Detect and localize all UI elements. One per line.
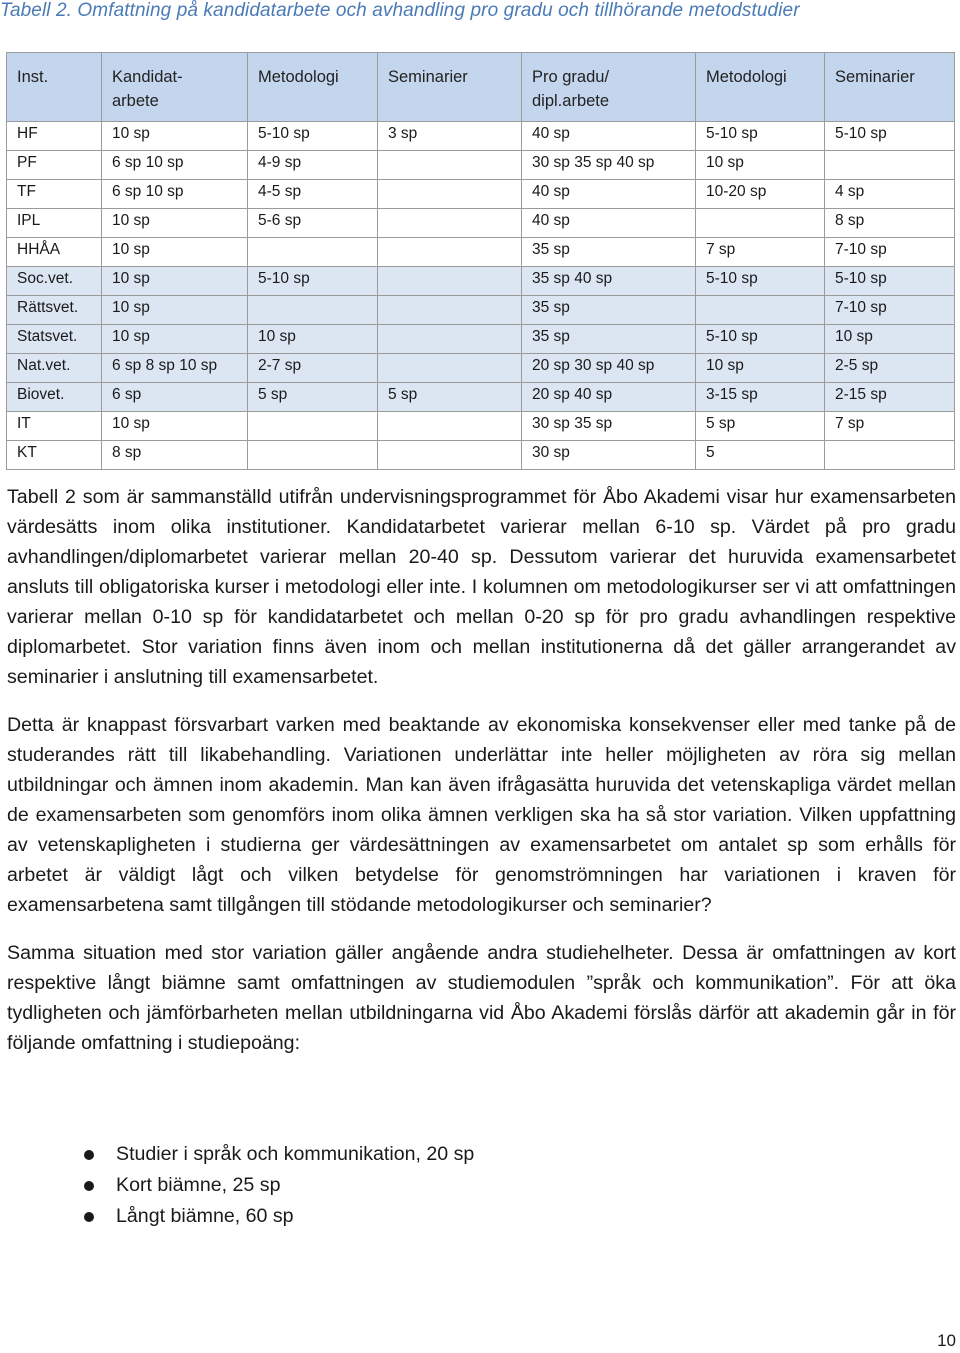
table-cell: 5-10 sp [248,267,378,296]
table-cell [378,441,522,470]
table-cell: 2-15 sp [825,383,955,412]
header-pro-gradu: Pro gradu/ dipl.arbete [522,53,696,122]
table-cell [248,412,378,441]
table-cell: 4-5 sp [248,180,378,209]
row-institution-cell: Nat.vet. [7,354,102,383]
bullet-item [7,1170,474,1201]
table-cell: 6 sp 8 sp 10 sp [102,354,248,383]
table-cell: 5 sp [248,383,378,412]
table-cell: 10 sp [102,122,248,151]
body-text [7,482,956,1076]
bullet-item [7,1201,474,1232]
table-cell [825,151,955,180]
paragraph-2: Detta är knappast försvarbart varken med beaktande av ekonomiska konsekvenser eller med tanke på de studerandes rätt till likabehandling. Variationen underlättar inte heller möjligheten av röra sig mellan utbildningar och ämnen inom akademin. Man kan även ifrågasätta huruvida det vetenskapliga värdet mellan de examensarbeten som genomförs inom olika ämnen verkligen ska ha så stor variation. Vilken uppfattning av vetenskapligheten i studierna ger värdesättningen av examensarbetet om antalet sp som erhålls för arbetet är väldigt lågt och vilken betydelse för genomströmningen har variationen i kraven för examensarbetena samt tillgången till stödande metodologikurser och seminarier? [7,714,956,916]
table-cell: 2-7 sp [248,354,378,383]
table-cell: 4-9 sp [248,151,378,180]
table-cell: 4 sp [825,180,955,209]
table-row [7,354,955,383]
table-cell: 5-10 sp [696,325,825,354]
table-cell: 10 sp [102,238,248,267]
table-row [7,412,955,441]
table-cell: 5-10 sp [696,122,825,151]
table-cell: 3 sp [378,122,522,151]
table-cell: 10 sp [102,267,248,296]
table-cell: 10 sp [102,209,248,238]
table-cell: 20 sp 30 sp 40 sp [522,354,696,383]
header-seminarier-2 [825,53,955,122]
table-header-row [7,53,955,122]
table-cell: 5-10 sp [248,122,378,151]
header-metodologi-1 [248,53,378,122]
table-cell: 30 sp [522,441,696,470]
header-kandidatarbete: Kandidat- arbete [102,53,248,122]
row-institution-cell: IPL [7,209,102,238]
table-cell [378,267,522,296]
row-institution-cell: Biovet. [7,383,102,412]
table-cell: 2-5 sp [825,354,955,383]
table-row [7,325,955,354]
table-cell [378,354,522,383]
data-table [6,52,955,470]
table-cell: 20 sp 40 sp [522,383,696,412]
table-cell [825,441,955,470]
table-cell: 5-10 sp [825,267,955,296]
table-cell [378,238,522,267]
table-cell: 40 sp [522,180,696,209]
header-label: Seminarier [835,68,915,86]
table-row [7,180,955,209]
table-row [7,209,955,238]
table-row [7,296,955,325]
table-cell: 8 sp [102,441,248,470]
row-institution-cell: Statsvet. [7,325,102,354]
bullet-item [7,1139,474,1170]
table-cell: 40 sp [522,122,696,151]
table-cell: 35 sp [522,238,696,267]
table-cell: 7 sp [696,238,825,267]
table-cell: 5 sp [696,412,825,441]
table-cell: 10 sp [102,325,248,354]
table-body [7,122,955,470]
table-cell: 5 [696,441,825,470]
bullet-dot-icon [84,1181,94,1191]
bullet-text: Kort biämne, 25 sp [116,1174,281,1196]
table-row [7,267,955,296]
table-cell [378,325,522,354]
bullet-dot-icon [84,1212,94,1222]
table-cell [696,296,825,325]
table-cell [378,151,522,180]
row-institution-cell: Rättsvet. [7,296,102,325]
table-cell: 10 sp [102,412,248,441]
table-cell [696,209,825,238]
bullet-list [7,1139,474,1232]
table-cell: 5 sp [378,383,522,412]
header-metodologi-2 [696,53,825,122]
table-row [7,441,955,470]
table-cell [378,296,522,325]
table-cell [378,209,522,238]
table-cell [248,441,378,470]
table-cell [248,238,378,267]
table-cell: 35 sp [522,296,696,325]
table-cell: 10 sp [825,325,955,354]
table-cell: 3-15 sp [696,383,825,412]
table-cell [378,180,522,209]
table-cell: 5-10 sp [825,122,955,151]
table-row [7,122,955,151]
table-cell: 35 sp [522,325,696,354]
table-cell [248,296,378,325]
table-cell: 30 sp 35 sp [522,412,696,441]
row-institution-cell: PF [7,151,102,180]
table-cell: 6 sp 10 sp [102,180,248,209]
header-label: Metodologi [258,68,339,86]
header-label: Inst. [17,68,49,86]
table-cell: 8 sp [825,209,955,238]
table-caption: Tabell 2. Omfattning på kandidatarbete och avhandling pro gradu och tillhörande metodstudier [0,0,800,21]
table-cell: 7 sp [825,412,955,441]
bullet-text: Långt biämne, 60 sp [116,1205,294,1227]
table-cell [378,412,522,441]
table-cell: 5-6 sp [248,209,378,238]
row-institution-cell: TF [7,180,102,209]
table-row [7,383,955,412]
header-label: Metodologi [706,68,787,86]
row-institution-cell: Soc.vet. [7,267,102,296]
bullet-text: Studier i språk och kommunikation, 20 sp [116,1143,475,1165]
table-cell: 10-20 sp [696,180,825,209]
row-institution-cell: KT [7,441,102,470]
table-cell: 6 sp [102,383,248,412]
table-cell: 10 sp [102,296,248,325]
table-cell: 7-10 sp [825,238,955,267]
header-seminarier-1 [378,53,522,122]
table-cell: 35 sp 40 sp [522,267,696,296]
paragraph-3: Samma situation med stor variation gäller angående andra studiehelheter. Dessa är omfattningen av kort respektive långt biämne samt omfattningen av studiemodulen ”språk och kommunikation”. För att öka tydligheten och jämförbarheten mellan utbildningarna vid Åbo Akademi förslås därför att akademin går in för följande omfattning i studiepoäng: [7,942,956,1054]
table-cell: 10 sp [696,354,825,383]
header-inst [7,53,102,122]
page-number: 10 [937,1331,956,1350]
row-institution-cell: HHÅA [7,238,102,267]
paragraph-1: Tabell 2 som är sammanställd utifrån undervisningsprogrammet för Åbo Akademi visar hur examensarbeten värdesätts inom olika institutioner. Kandidatarbetet varierar mellan 6-10 sp. Värdet på pro gradu avhandlingen/diplomarbetet varierar mellan 20-40 sp. Dessutom varierar det huruvida examensarbetet ansluts till obligatoriska kurser i metodologi eller inte. I kolumnen om metodologikurser ser vi att omfattningen varierar mellan 0-10 sp för kandidatarbetet och mellan 0-20 sp för pro gradu avhandlingen respektive diplomarbetet. Stor variation finns även inom och mellan institutionerna då det gäller arrangerandet av seminarier i anslutning till examensarbetet. [7,486,956,688]
table-cell: 6 sp 10 sp [102,151,248,180]
table-row [7,238,955,267]
table-row [7,151,955,180]
table-cell: 30 sp 35 sp 40 sp [522,151,696,180]
table-cell: 10 sp [696,151,825,180]
table-cell: 10 sp [248,325,378,354]
row-institution-cell: HF [7,122,102,151]
bullet-dot-icon [84,1150,94,1160]
table-cell: 5-10 sp [696,267,825,296]
table-cell: 40 sp [522,209,696,238]
row-institution-cell: IT [7,412,102,441]
header-label: Seminarier [388,68,468,86]
table-cell: 7-10 sp [825,296,955,325]
